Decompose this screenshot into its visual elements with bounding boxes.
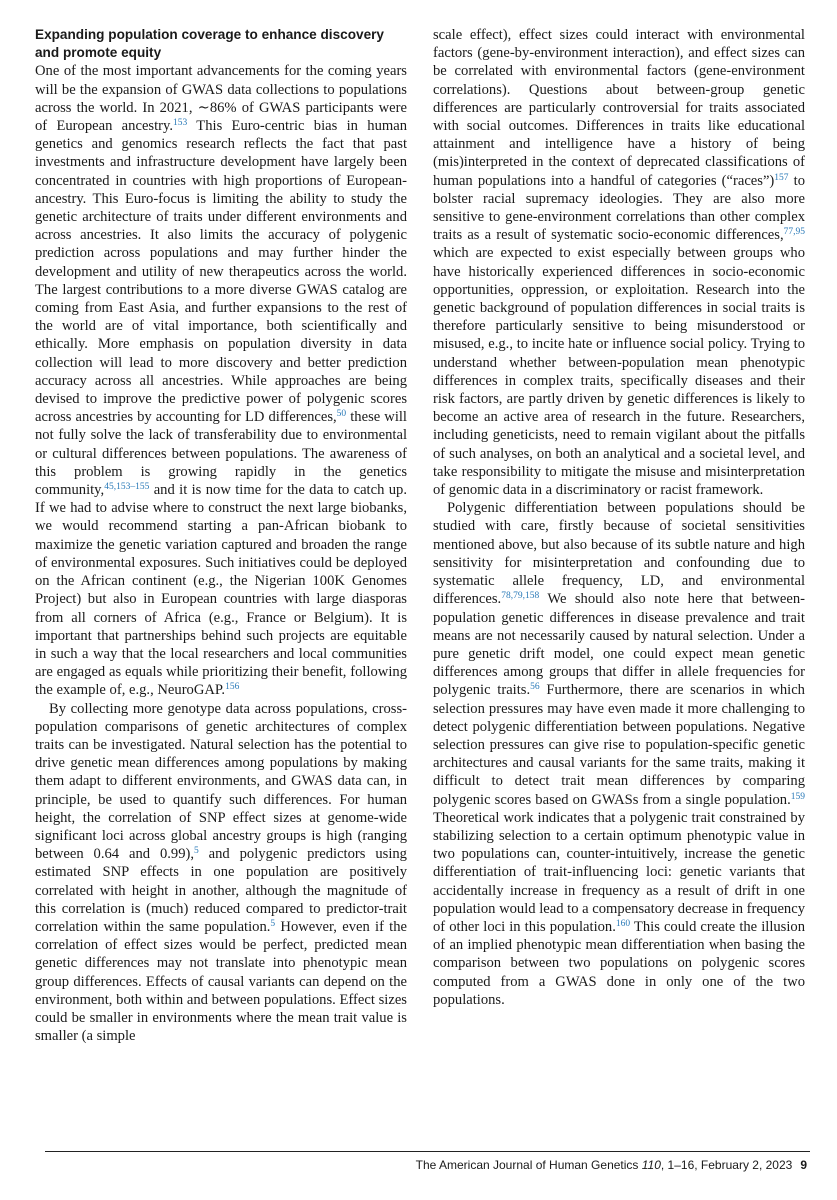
citation[interactable]: 5: [270, 918, 276, 929]
footer-rule: [45, 1151, 810, 1152]
text-run: these will not fully solve the lack of transferability due to environmental or cultural differences between populations. The awareness of this problem is growing rapidly in the genetics community,: [35, 409, 407, 499]
paragraph: [35, 700, 407, 1046]
page-number: 9: [800, 1158, 807, 1172]
journal-name: The American Journal of Human Genetics: [415, 1158, 642, 1172]
text-run: and it is now time for the data to catch up. If we had to advise where to construct the next large biobanks, we would recommend starting a pan-African biobank to maximize the genetic variation captured and broaden the range of environmental exposures. Such initiatives could be deployed on the African continent (e.g., the Nigerian 100K Genomes Project) but also in European countries with large diasporas from all corners of Africa (e.g., France or Belgium). It is important that partnerships behind such projects are equitable in such a way that the local researchers and local communities are engaged as equals while prioritizing their benefit, following the example of, e.g., NeuroGAP.: [35, 482, 407, 699]
paragraph: [433, 499, 805, 1009]
journal-volume: 110: [641, 1158, 661, 1172]
citation[interactable]: 153: [173, 118, 188, 129]
text-run: and polygenic predictors using estimated SNP effects in one population are positively correlated with height in another, although the magnitude of this correlation is (much) reduced compared to predictor-trait correlation within the same population.: [35, 846, 407, 935]
text-run: By collecting more genotype data across populations, cross-population comparisons of genetic architectures of complex traits can be investigated. Natural selection has the potential to drive genetic mean differences among populations by making them adapt to different environments, and GWAS data can, in principle, be used to quantify such differences. For human height, the correlation of SNP effect sizes at genome-wide significant loci across global ancestry groups is high (ranging between 0.64 and 0.99),: [35, 700, 407, 863]
text-run: Polygenic differentiation between populations should be studied with care, firstly because of societal sensitivities mentioned above, but also because of its subtle nature and high sensitivity for misinterpretation and confounding due to systematic allele frequency, LD, and environmental differences.: [433, 500, 805, 608]
paragraph: [35, 62, 407, 699]
text-run: However, even if the correlation of effect sizes would be perfect, predicted mean genetic differences may not translate into phenotypic mean group differences. Effects of causal variants can depend on the environment, both within and between populations. Effect sizes could be smaller in environments where the mean trait value is smaller (a simple: [35, 918, 408, 1045]
text-run: This could create the illusion of an implied phenotypic mean differentiation when basing the comparison between two populations on polygenic scores computed from a GWAS done in only one of the two populations.: [433, 918, 805, 1008]
citation[interactable]: 77,95: [783, 227, 805, 238]
citation[interactable]: 45,153–155: [104, 482, 150, 493]
paragraph: [433, 26, 805, 499]
citation[interactable]: 50: [336, 409, 347, 420]
page-footer: [416, 1158, 807, 1172]
section-heading: Expanding population coverage to enhance discovery and promote equity: [35, 27, 384, 61]
citation[interactable]: 159: [790, 791, 805, 802]
text-run: We should also note here that between-population genetic differences in disease prevalence and trait means are not necessarily caused by natural selection. Under a pure genetic drift model, one could expect mean genetic differences among groups that differ in allele frequencies for polygenic traits.: [433, 591, 805, 699]
text-run: This Euro-centric bias in human genetics and genomics research reflects the fact that past investments and infrastructure development have largely been concentrated in countries with high proportions of European-ancestry. This Euro-focus is limiting the ability to study the genetic architecture of traits under different environments and across ancestries. It also limits the accuracy of polygenic prediction across populations and may further hinder the development and utility of new therapeutics across the world. The largest contributions to a more diverse GWAS catalog are coming from East Asia, and further expansions to the rest of the world are of vital importance, both scientifically and ethically. More emphasis on population diversity in data collection will lead to more discovery and better prediction accuracy across all ancestries. While approaches are being devised to improve the predictive power of polygenic scores across ancestries by accounting for LD differences,: [35, 118, 407, 426]
right-column: [433, 26, 805, 1009]
text-run: Furthermore, there are scenarios in which selection pressures may have even made it more challenging to detect polygenic differentiation between populations. Negative selection pressures can give rise to population-specific genetic architectures and causal variants for the same traits, making it difficult to detect trait mean differences by comparing polygenic scores based on GWASs from a single population.: [433, 682, 805, 808]
text-run: scale effect), effect sizes could interact with environmental factors (gene-by-environment interaction), and effect sizes can be correlated with environmental factors (gene-environment correlations). Questions about between-group genetic differences are particularly controversial for traits associated with social outcomes. Differences in traits like educational attainment and intelligence have a history of being (mis)interpreted in the context of deprecated classifications of human populations into a handful of categories (“races”): [433, 27, 805, 189]
text-run: One of the most important advancements for the coming years will be the expansion of GWAS data collections to populations across the world. In 2021, ∼86% of GWAS participants were of European ancestry.: [35, 63, 407, 135]
journal-pages-date: , 1–16, February 2, 2023: [660, 1158, 793, 1172]
citation[interactable]: 78,79,158: [501, 591, 540, 602]
citation[interactable]: 157: [774, 172, 789, 183]
text-run: to bolster racial supremacy ideologies. They are also more sensitive to gene-environment correlations than other complex traits as a result of systematic socio-economic differences,: [433, 172, 806, 244]
text-run: Theoretical work indicates that a polygenic trait constrained by stabilizing selection to a certain optimum phenotypic value in two populations can, counter-intuitively, increase the genetic differentiation of trait-influencing loci: genetic variants that accidentally increase in frequency as a result of drift in one population would lead to a compensatory decrease in frequency of other loci in this population.: [433, 809, 806, 935]
citation[interactable]: 5: [194, 846, 199, 857]
citation[interactable]: 56: [530, 682, 540, 693]
left-column: [35, 26, 407, 1045]
text-run: which are expected to exist especially between groups who have historically experienced differences in socio-economic opportunities, oppression, or exploitation. Research into the genetic background of population differences in social traits is therefore particularly sensitive to being misunderstood or misused, e.g., to incite hate or influence social policy. Trying to understand whether between-population mean phenotypic differences in complex traits, specifically diseases and their risk factors, are partly driven by genetic differences is likely to become an active area of research in the future. Researchers, including geneticists, need to remain vigilant about the pitfalls of such analyses, on both an analytical and a societal level, and take responsibility to mitigate the misuse and misinterpretation of genomic data in a discriminatory or racist framework.: [433, 245, 805, 499]
citation[interactable]: 156: [225, 682, 240, 693]
citation[interactable]: 160: [615, 918, 631, 929]
